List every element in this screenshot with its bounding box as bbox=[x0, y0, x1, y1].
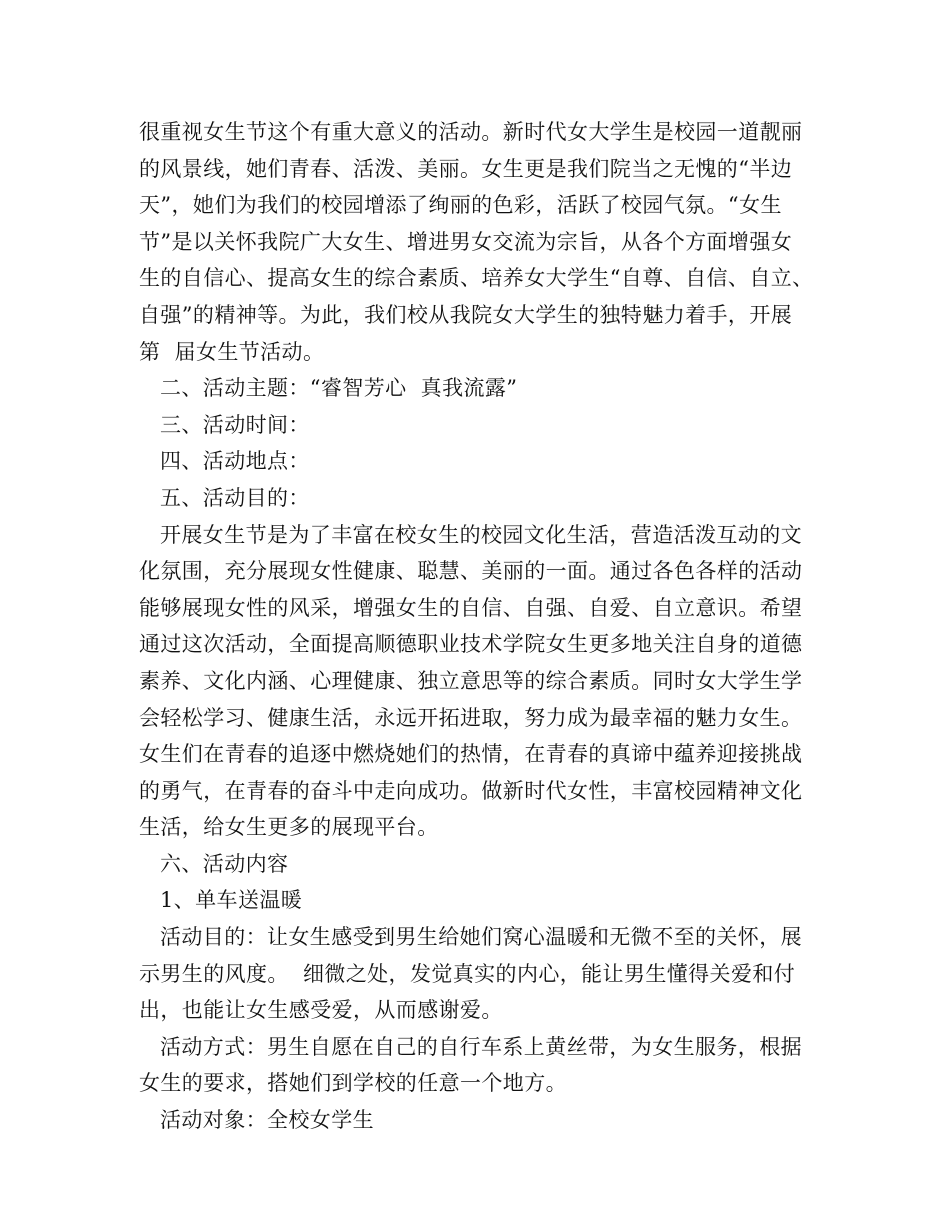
text-line: 的勇气，在青春的奋斗中走向成功。做新时代女性，丰富校园精神文化 bbox=[139, 778, 803, 803]
text-line: 女生的要求，搭她们到学校的任意一个地方。 bbox=[139, 1071, 567, 1096]
text-line: 四、活动地点： bbox=[160, 449, 310, 474]
text-line: 第 届女生节活动。 bbox=[139, 339, 325, 364]
text-line: 二、活动主题：“睿智芳心 真我流露” bbox=[160, 376, 518, 401]
text-line: 出，也能让女生感受爱，从而感谢爱。 bbox=[139, 998, 503, 1023]
text-line: 天”，她们为我们的校园增添了绚丽的色彩，活跃了校园气氛。“女生 bbox=[139, 193, 782, 218]
text-line: 三、活动时间： bbox=[160, 412, 310, 437]
text-line: 五、活动目的： bbox=[160, 485, 310, 510]
text-line: 素养、文化内涵、心理健康、独立意思等的综合素质。同时女大学生学 bbox=[139, 668, 803, 693]
text-line: 会轻松学习、健康生活，永远开拓进取，努力成为最幸福的魅力女生。 bbox=[139, 705, 803, 730]
text-line: 女生们在青春的追逐中燃烧她们的热情，在青春的真谛中蕴养迎接挑战 bbox=[139, 742, 803, 767]
text-line: 六、活动内容 bbox=[160, 851, 289, 876]
text-line: 通过这次活动，全面提高顺德职业技术学院女生更多地关注自身的道德 bbox=[139, 632, 803, 657]
text-line: 的风景线，她们青春、活泼、美丽。女生更是我们院当之无愧的“半边 bbox=[139, 156, 793, 181]
text-line: 很重视女生节这个有重大意义的活动。新时代女大学生是校园一道靓丽 bbox=[139, 120, 803, 144]
text-line: 节”是以关怀我院广大女生、增进男女交流为宗旨，从各个方面增强女 bbox=[139, 229, 793, 254]
document-body bbox=[139, 114, 819, 1139]
text-line: 化氛围，充分展现女性健康、聪慧、美丽的一面。通过各色各样的活动 bbox=[139, 559, 803, 584]
text-line: 1、单车送温暖 bbox=[160, 888, 303, 913]
text-line: 生活，给女生更多的展现平台。 bbox=[139, 815, 439, 840]
text-line: 自强”的精神等。为此，我们校从我院女大学生的独特魅力着手，开展 bbox=[139, 302, 793, 327]
text-line: 开展女生节是为了丰富在校女生的校园文化生活，营造活泼互动的文 bbox=[160, 522, 802, 547]
text-line: 活动方式：男生自愿在自己的自行车系上黄丝带，为女生服务，根据 bbox=[160, 1034, 802, 1059]
text-line: 示男生的风度。 细微之处，发觉真实的内心，能让男生懂得关爱和付 bbox=[139, 961, 796, 986]
text-line: 活动目的：让女生感受到男生给她们窝心温暖和无微不至的关怀，展 bbox=[160, 925, 802, 950]
text-line: 生的自信心、提高女生的综合素质、培养女大学生“自尊、自信、自立、 bbox=[139, 266, 814, 291]
text-line: 活动对象：全校女学生 bbox=[160, 1108, 374, 1133]
text-line: 能够展现女性的风采，增强女生的自信、自强、自爱、自立意识。希望 bbox=[139, 595, 803, 620]
